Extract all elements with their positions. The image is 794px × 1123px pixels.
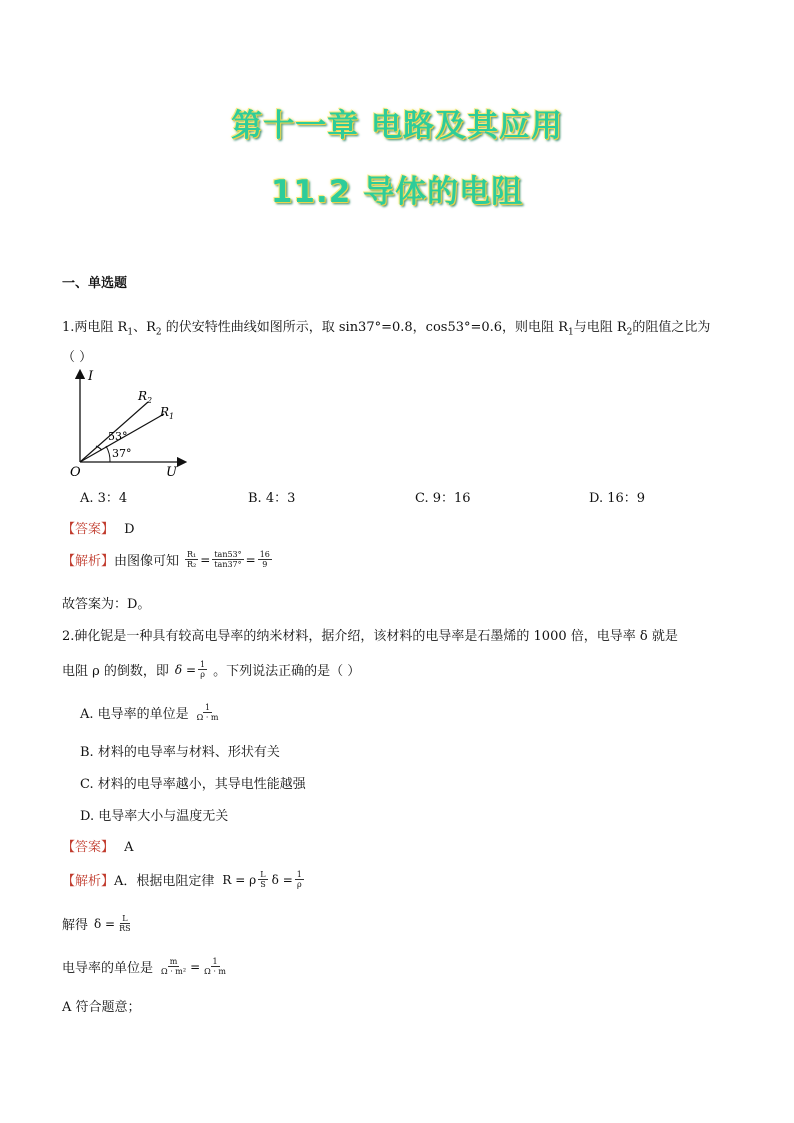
q2-option-c[interactable]: C. 材料的电导率越小，其导电性能越强 (80, 777, 306, 792)
q1-analysis: 【解析】 由图像可知 $\frac{\text{R₁}}{\text{R₂}}$ = $\frac{\tan 53^\circ}{\tan 37^\circ}$ = $\frac{16}{9}$ (62, 550, 270, 569)
q2-option-b[interactable]: B. 材料的电导率与材料、形状有关 (80, 745, 280, 760)
q2-option-a[interactable]: A. 电导率的单位是 $\frac{1}{\Omega \cdot m}$ (80, 703, 219, 722)
q2-analysis: 【解析】 A．根据电阻定律 R = ρ $\frac{L}{S}$ δ = $\frac{1}{\rho}$ (62, 870, 302, 889)
r2-label: $R_2$ (138, 389, 153, 405)
angle-37-label: 37° (112, 447, 132, 460)
angle-53-label: 53° (108, 430, 128, 443)
section-heading: 一、单选题 (62, 276, 128, 291)
axis-y-label: I (88, 369, 94, 384)
angle-arc-53 (96, 446, 102, 450)
q1-answer: 【答案】 D (62, 522, 135, 537)
q2-option-d[interactable]: D. 电导率大小与温度无关 (80, 809, 229, 824)
r1-label: $R_1$ (160, 405, 175, 421)
q2-unit: 电导率的单位是 $\frac{m}{\text{Ω · m²}}$ = $\frac{1}{\Omega \cdot m}$ (62, 957, 226, 976)
q2-answer: 【答案】 A (62, 840, 134, 855)
q1-conclusion: 故答案为：D。 (62, 597, 151, 612)
q2-conclusion: A 符合题意； (62, 1000, 141, 1015)
section-title: 11.2 导体的电阻 (270, 174, 524, 210)
q1-option-a[interactable]: A. 3：4 (80, 491, 128, 506)
q1-paren: （ ） (62, 350, 93, 365)
q2-solve: 解得 δ = $\frac{L}{RS}$ (62, 914, 131, 933)
q1-stem: 1.两电阻 $R_1$、$R_2$ 的伏安特性曲线如图所示，取 sin37°=0.8，cos53°=0.6，则电阻 $R_1$与电阻 $R_2$的阻值之比为 (62, 320, 711, 338)
q1-option-c[interactable]: C. 9：16 (415, 491, 471, 506)
q1-option-b[interactable]: B. 4：3 (248, 491, 296, 506)
iu-graph (66, 366, 196, 478)
angle-arc-37 (106, 446, 110, 462)
q1-option-d[interactable]: D. 16：9 (589, 491, 646, 506)
q2-stem-line1: 2.砷化铌是一种具有较高电导率的纳米材料，据介绍，该材料的电导率是石墨烯的 1000 倍，电导率 δ 就是 (62, 629, 678, 644)
origin-label: O (70, 465, 81, 478)
q2-stem-line2: 电阻 ρ 的倒数，即 δ = $\frac{1}{\rho}$ 。下列说法正确的是（ ） (62, 660, 361, 679)
chapter-title: 第十一章 电路及其应用 (231, 108, 563, 144)
axis-x-label: U (166, 465, 177, 478)
